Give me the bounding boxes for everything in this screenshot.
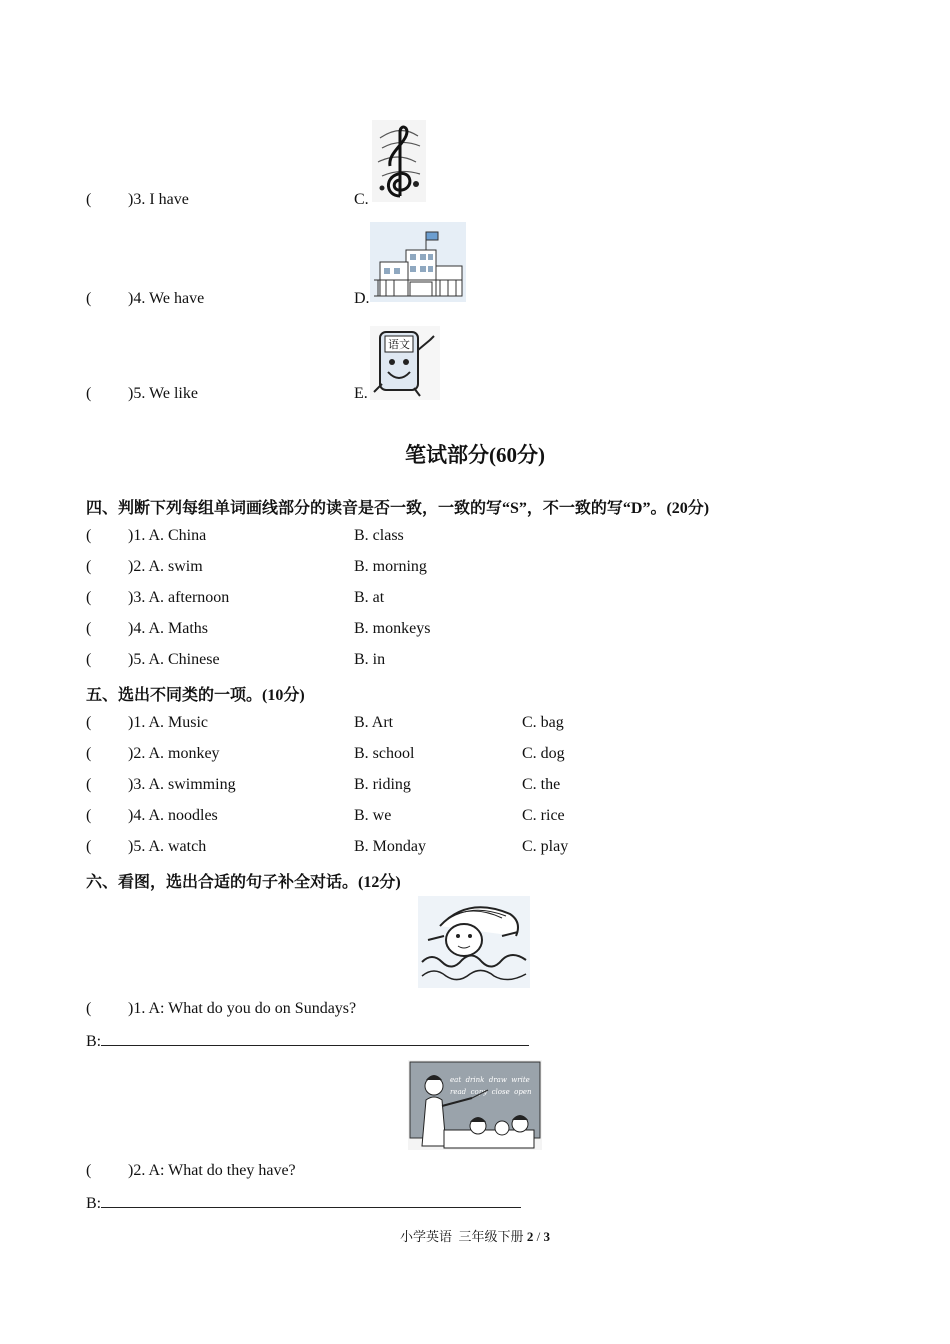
school-building-picture xyxy=(370,222,466,302)
option-b: B. we xyxy=(354,807,392,824)
answer-paren[interactable]: ( xyxy=(86,290,92,307)
answer-paren[interactable]: ( xyxy=(86,385,92,402)
option-c: C. dog xyxy=(522,745,565,762)
answer-paren[interactable]: ( xyxy=(86,807,92,824)
answer-label: B: xyxy=(86,1033,102,1050)
footer-page-number: 2 xyxy=(526,1229,534,1244)
section5-row-1 xyxy=(86,714,208,732)
option-a: )1. A. China xyxy=(128,527,207,544)
option-a: )4. A. noodles xyxy=(128,807,218,824)
option-b: B. school xyxy=(354,745,415,762)
option-a: )4. A. Maths xyxy=(128,620,208,637)
answer-paren[interactable]: ( xyxy=(86,558,92,575)
question-text: )1. A: What do you do on Sundays? xyxy=(128,1000,357,1017)
option-letter-e: E. xyxy=(354,385,368,402)
option-a: )3. A. swimming xyxy=(128,776,236,793)
listening-item-4 xyxy=(86,290,204,308)
option-b: B. morning xyxy=(354,558,427,575)
book-label: 语文 xyxy=(388,338,410,351)
answer-paren[interactable]: ( xyxy=(86,838,92,855)
option-b: B. riding xyxy=(354,776,411,793)
question-text: )2. A: What do they have? xyxy=(128,1162,296,1179)
chinese-book-character-picture xyxy=(370,326,440,400)
section4-row-2 xyxy=(86,558,203,576)
option-c: C. the xyxy=(522,776,561,793)
answer-label: B: xyxy=(86,1195,102,1212)
swimming-boy-picture xyxy=(418,896,530,988)
footer-page-total: 3 xyxy=(543,1229,550,1244)
board-words-row2: read copy close open xyxy=(450,1088,532,1096)
answer-paren[interactable]: ( xyxy=(86,776,92,793)
option-a: )5. A. watch xyxy=(128,838,207,855)
section4-row-1 xyxy=(86,527,206,545)
section5-row-2 xyxy=(86,745,220,763)
answer-line-1[interactable] xyxy=(86,1031,529,1051)
section6-heading: 六、看图，选出合适的句子补全对话。(12分) xyxy=(86,874,401,891)
page-footer xyxy=(0,1226,950,1245)
option-c: C. bag xyxy=(522,714,564,731)
section6-question-1 xyxy=(86,1000,356,1018)
option-a: )2. A. monkey xyxy=(128,745,220,762)
item-text: )4. We have xyxy=(128,290,205,307)
blank-line[interactable] xyxy=(101,1031,529,1046)
section4-row-3 xyxy=(86,589,229,607)
answer-paren[interactable]: ( xyxy=(86,745,92,762)
option-letter-c: C. xyxy=(354,191,369,208)
answer-paren[interactable]: ( xyxy=(86,191,92,208)
option-a: )3. A. afternoon xyxy=(128,589,230,606)
section5-row-5 xyxy=(86,838,206,856)
option-a: )2. A. swim xyxy=(128,558,203,575)
footer-separator: / xyxy=(533,1229,544,1244)
section4-row-4 xyxy=(86,620,208,638)
section4-heading: 四、判断下列每组单词画线部分的读音是否一致，一致的写“S”，不一致的写“D”。(20分) xyxy=(86,500,710,517)
listening-item-5 xyxy=(86,385,198,403)
section5-row-4 xyxy=(86,807,218,825)
section6-question-2 xyxy=(86,1162,296,1180)
option-c: C. rice xyxy=(522,807,565,824)
answer-paren[interactable]: ( xyxy=(86,620,92,637)
answer-paren[interactable]: ( xyxy=(86,714,92,731)
section5-heading: 五、选出不同类的一项。(10分) xyxy=(86,687,305,704)
answer-paren[interactable]: ( xyxy=(86,1000,92,1017)
board-words-row1: eat drink draw write xyxy=(450,1076,530,1084)
item-text: )5. We like xyxy=(128,385,198,402)
section5-row-3 xyxy=(86,776,236,794)
option-a: )5. A. Chinese xyxy=(128,651,220,668)
item-text: )3. I have xyxy=(128,191,189,208)
answer-paren[interactable]: ( xyxy=(86,651,92,668)
option-a: )1. A. Music xyxy=(128,714,208,731)
classroom-teacher-picture xyxy=(408,1060,542,1150)
option-b: B. Monday xyxy=(354,838,426,855)
listening-item-3 xyxy=(86,191,189,209)
option-b: B. in xyxy=(354,651,386,668)
blank-line[interactable] xyxy=(101,1193,521,1208)
footer-subject: 小学英语 三年级下册 xyxy=(400,1229,527,1244)
option-b: B. class xyxy=(354,527,404,544)
written-section-title: 笔试部分(60分) xyxy=(405,443,545,467)
answer-paren[interactable]: ( xyxy=(86,1162,92,1179)
section4-row-5 xyxy=(86,651,220,669)
answer-line-2[interactable] xyxy=(86,1193,521,1213)
option-c: C. play xyxy=(522,838,569,855)
option-b: B. Art xyxy=(354,714,394,731)
option-b: B. at xyxy=(354,589,385,606)
answer-paren[interactable]: ( xyxy=(86,589,92,606)
option-letter-d: D. xyxy=(354,290,370,307)
music-note-picture xyxy=(370,118,428,204)
option-b: B. monkeys xyxy=(354,620,431,637)
answer-paren[interactable]: ( xyxy=(86,527,92,544)
